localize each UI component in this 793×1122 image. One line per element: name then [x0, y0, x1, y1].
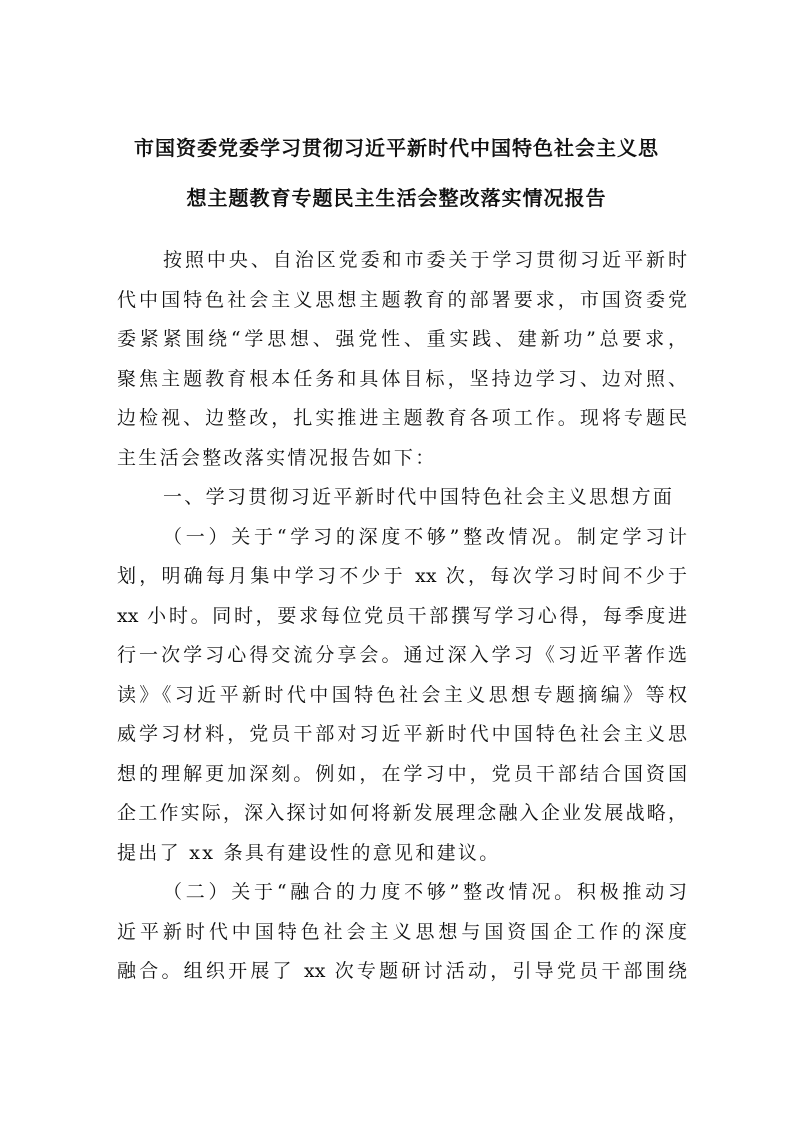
body-line: 行一次学习心得交流分享会。通过深入学习《习近平著作选	[117, 644, 687, 666]
body-line: 提出了 xx 条具有建设性的意见和建议。	[117, 841, 501, 864]
body-line: 代中国特色社会主义思想主题教育的部署要求，市国资委党	[117, 288, 687, 311]
body-line: 边检视、边整改，扎实推进主题教育各项工作。现将专题民	[117, 407, 687, 429]
report-title-line-1: 市国资委党委学习贯彻习近平新时代中国特色社会主义思	[134, 136, 659, 160]
body-line: 融合。组织开展了 xx 次专题研讨活动，引导党员干部围绕	[117, 960, 687, 982]
report-body	[117, 248, 687, 999]
body-line: 企工作实际，深入探讨如何将新发展理念融入企业发展战略，	[117, 802, 687, 824]
body-line: （一）关于“学习的深度不够”整改情况。制定学习计	[163, 525, 687, 548]
body-line: 读》《习近平新时代中国特色社会主义思想专题摘编》等权	[117, 683, 687, 706]
body-line: （二）关于“融合的力度不够”整改情况。积极推动习	[163, 881, 687, 903]
body-line: 委紧紧围绕“学思想、强党性、重实践、建新功”总要求，	[117, 328, 687, 350]
report-title-line-2: 想主题教育专题民主生活会整改落实情况报告	[186, 186, 607, 210]
body-line: 聚焦主题教育根本任务和具体目标，坚持边学习、边对照、	[117, 367, 687, 390]
body-line: 主生活会整改落实情况报告如下：	[117, 446, 437, 469]
body-line: 威学习材料，党员干部对习近平新时代中国特色社会主义思	[117, 723, 687, 745]
body-line: 想的理解更加深刻。例如，在学习中，党员干部结合国资国	[117, 762, 687, 785]
body-line: xx 小时。同时，要求每位党员干部撰写学习心得，每季度进	[117, 604, 687, 627]
body-line: 划，明确每月集中学习不少于 xx 次，每次学习时间不少于	[117, 565, 687, 587]
section-heading: 一、学习贯彻习近平新时代中国特色社会主义思想方面	[163, 486, 675, 508]
body-line: 近平新时代中国特色社会主义思想与国资国企工作的深度	[117, 920, 687, 943]
body-line: 按照中央、自治区党委和市委关于学习贯彻习近平新时	[163, 249, 687, 271]
